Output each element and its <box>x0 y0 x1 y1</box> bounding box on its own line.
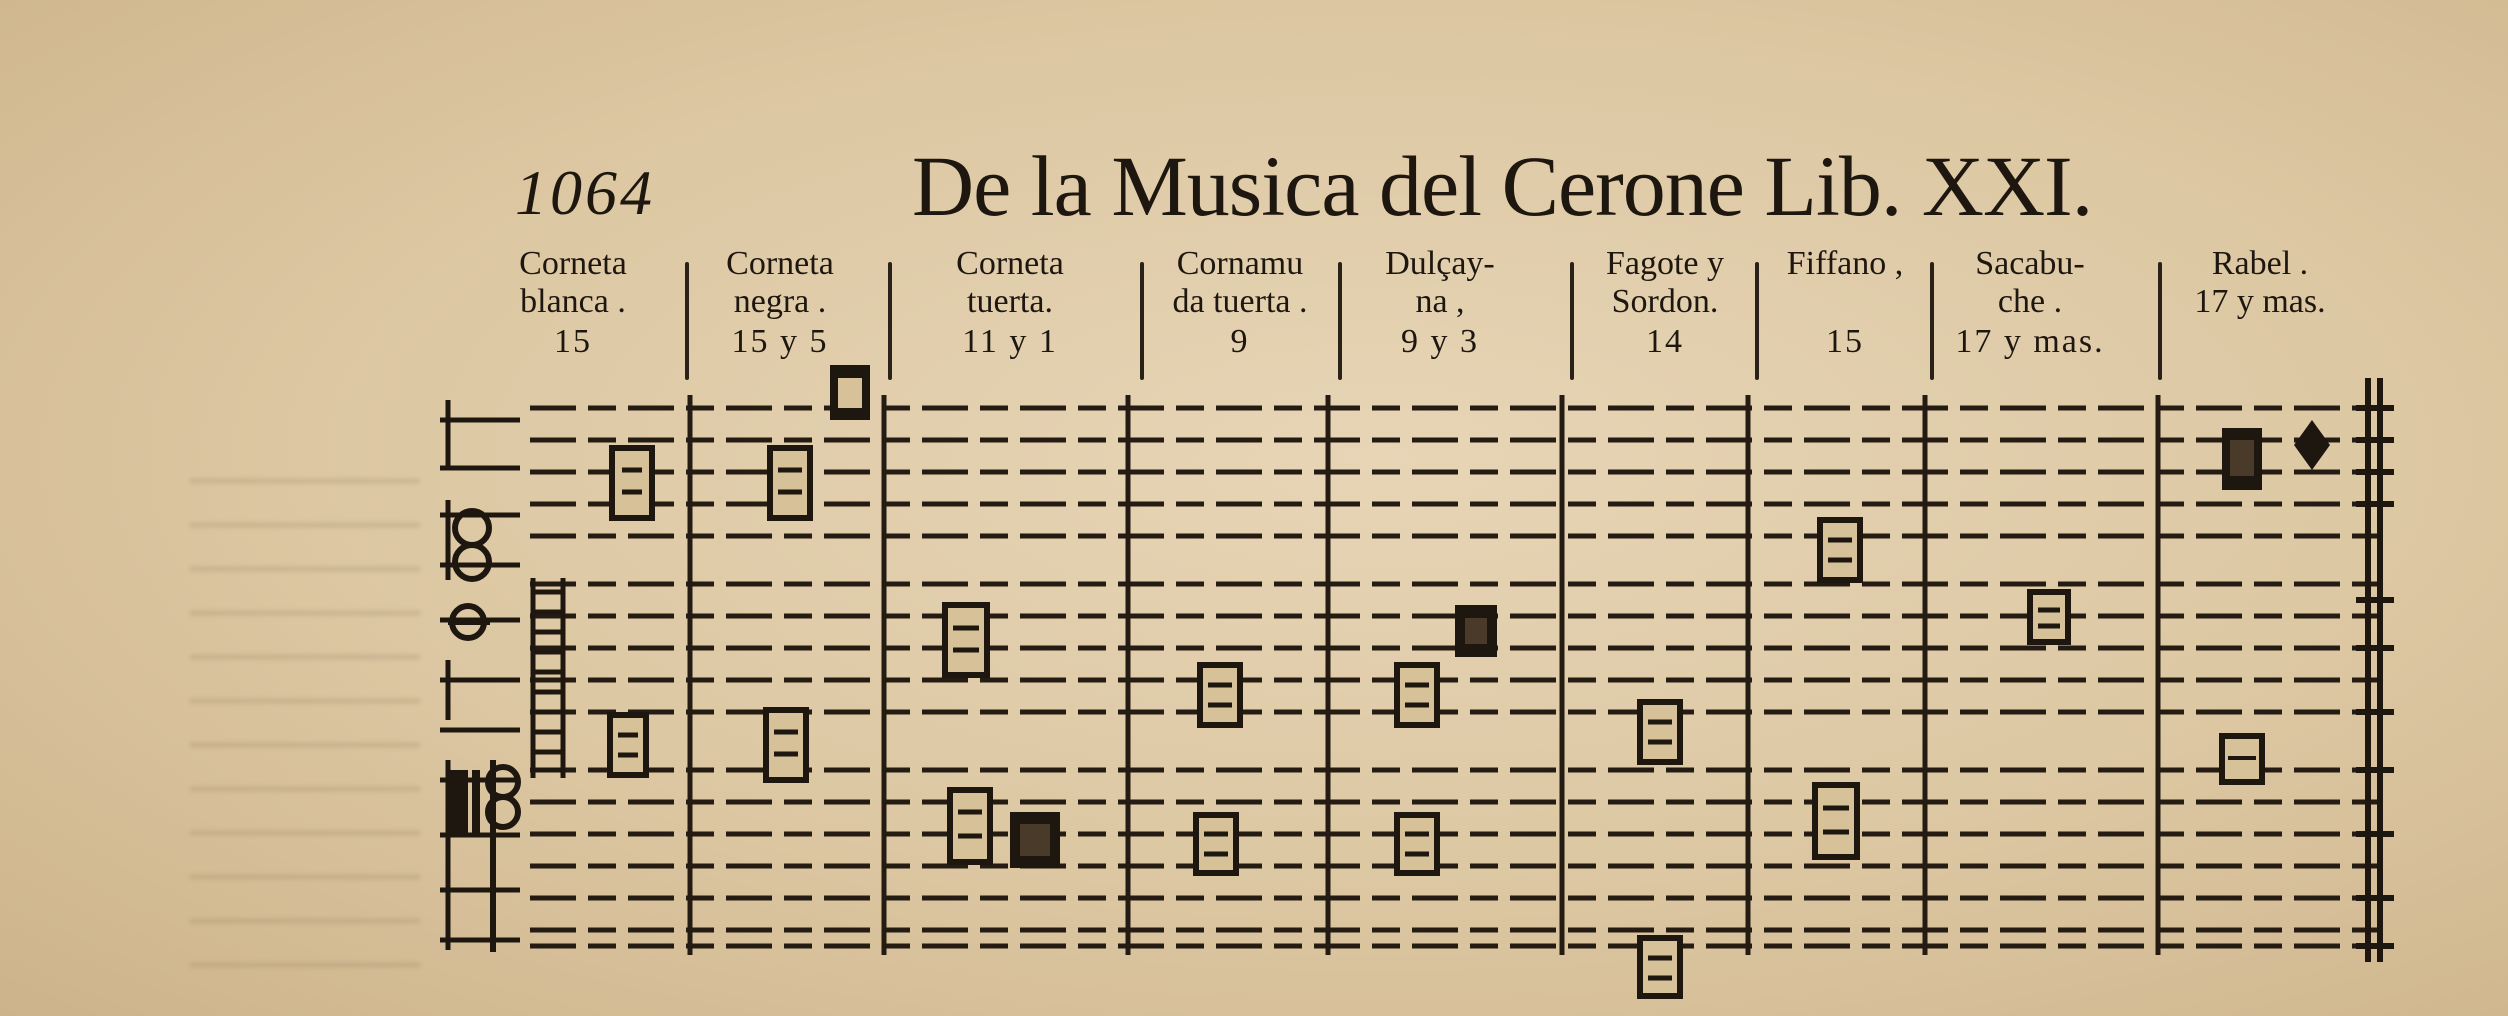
instrument-name-line1: Fiffano , <box>1786 245 1904 282</box>
instrument-range: 17 y mas. <box>1955 323 2105 360</box>
semibreve-note <box>2222 736 2262 782</box>
final-barline <box>2356 378 2394 962</box>
instrument-name-line1: Cornamu <box>1176 245 1304 282</box>
instrument-name-line2: che . <box>1997 283 2063 320</box>
breve-note <box>950 790 990 862</box>
instrument-name-line2: tuerta. <box>967 283 1053 320</box>
instrument-name-line2: na , <box>1415 283 1465 320</box>
instrument-range: 15 y 5 <box>731 323 829 360</box>
breve-note <box>1196 815 1236 873</box>
breve-note <box>1455 605 1497 657</box>
instrument-name-line2: Sordon. <box>1611 283 1719 320</box>
instrument-name-line2: blanca . <box>520 283 626 320</box>
clef-icon <box>448 770 480 834</box>
page-number: 1064 <box>515 157 655 228</box>
breve-note <box>1815 785 1857 857</box>
instrument-range: 15 <box>1826 323 1864 360</box>
breve-note <box>1820 520 1860 580</box>
instrument-range: 9 <box>1230 323 1250 360</box>
breve-note <box>1397 815 1437 873</box>
breve-note <box>612 448 652 518</box>
breve-note <box>945 605 987 675</box>
instrument-range: 9 y 3 <box>1401 323 1479 360</box>
breve-note <box>1640 938 1680 996</box>
instrument-name-line1: Corneta <box>726 245 834 282</box>
breve-note <box>2222 428 2262 490</box>
instrument-name-line1: Fagote y <box>1605 245 1725 282</box>
instrument-name-line2: 17 y mas. <box>2194 283 2326 320</box>
instrument-name-line1: Corneta <box>956 245 1064 282</box>
instrument-range: 15 <box>554 323 592 360</box>
breve-note <box>1200 665 1240 725</box>
instrument-name-line1: Rabel . <box>2211 245 2309 282</box>
running-head: De la Musica del Cerone Lib. XXI. <box>912 138 2093 234</box>
instrument-name-line1: Dulçay- <box>1385 245 1495 282</box>
instrument-name-line1: Sacabu- <box>1975 245 2085 282</box>
breve-note <box>2030 592 2068 642</box>
diamond-note <box>2294 420 2330 470</box>
instrument-range: 11 y 1 <box>962 323 1058 360</box>
instrument-range: 14 <box>1646 323 1684 360</box>
instrument-name-line1: Corneta <box>519 245 627 282</box>
breve-note <box>770 448 810 518</box>
breve-note <box>610 715 646 775</box>
instrument-name-line2: negra . <box>733 283 827 320</box>
breve-note <box>1397 665 1437 725</box>
instrument-name-line2: da tuerta . <box>1172 283 1308 320</box>
breve-note <box>766 710 806 780</box>
left-clef-column <box>440 400 520 950</box>
breve-note <box>830 365 870 420</box>
breve-note <box>1640 702 1680 762</box>
breve-note <box>1010 812 1060 868</box>
